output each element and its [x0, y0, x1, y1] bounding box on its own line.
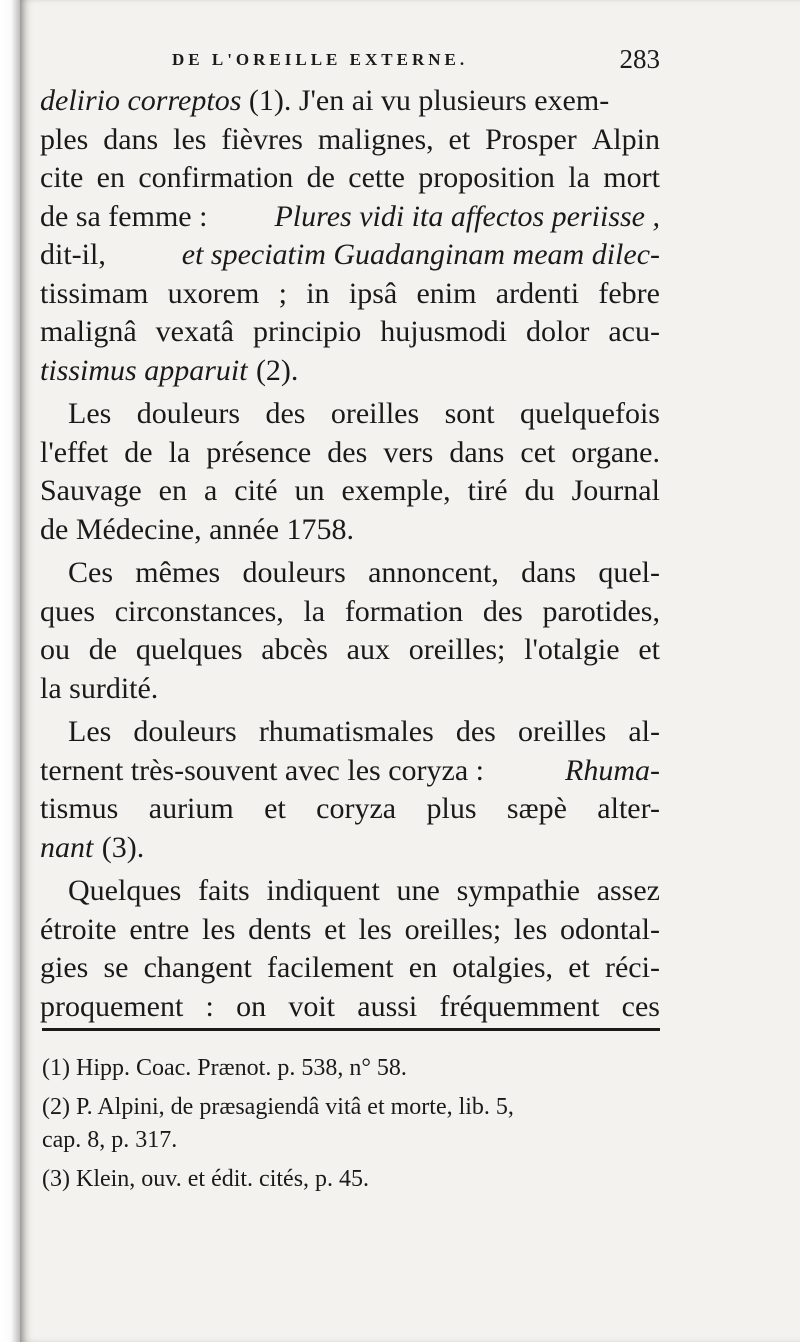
word: sympathie — [456, 874, 580, 907]
word: proquement — [40, 989, 184, 1023]
text-line — [40, 236, 660, 275]
word: proposition — [418, 161, 555, 194]
word: aux — [346, 633, 390, 666]
text-line — [40, 949, 660, 988]
word: et — [448, 122, 471, 156]
word: in — [306, 276, 330, 310]
text-run: (2). — [255, 353, 299, 387]
word: : — [205, 989, 214, 1023]
text-line — [40, 82, 660, 121]
text-line — [40, 352, 660, 391]
word: febre — [598, 276, 660, 310]
word: circonstances, — [114, 594, 284, 628]
word: vexatâ — [155, 315, 234, 348]
text-run: dit-il, — [40, 238, 106, 271]
word: dans — [449, 435, 505, 469]
word: de — [306, 161, 335, 194]
text-line — [40, 752, 660, 791]
word: oreilles; — [408, 633, 506, 666]
word: indiquent — [266, 874, 380, 907]
page-number: 283 — [619, 44, 660, 74]
word: et — [568, 951, 590, 984]
text-line — [40, 313, 660, 352]
word: et — [264, 792, 286, 825]
text-line — [40, 829, 660, 868]
word: quelquefois — [520, 397, 660, 430]
word: des — [265, 397, 306, 430]
word: de — [124, 435, 153, 469]
word: parotides, — [542, 594, 660, 628]
word: cite — [40, 161, 84, 194]
word: les — [513, 912, 548, 946]
word: Prosper — [485, 122, 577, 156]
word: malignâ — [40, 315, 137, 348]
running-head-title: DE L'OREILLE EXTERNE. — [172, 50, 469, 69]
word: voit — [288, 989, 336, 1023]
word: une — [396, 874, 440, 907]
footnote: (1) Hipp. Coac. Prænot. p. 538, n° 58. — [42, 1055, 407, 1081]
word: tissimam — [40, 276, 149, 310]
body-text — [40, 82, 660, 1026]
word: exemple, — [341, 474, 451, 507]
word: tiré — [467, 474, 508, 507]
word: changent — [143, 951, 252, 984]
text-line — [40, 198, 660, 237]
text-run: nant — [40, 830, 94, 864]
word: principio — [252, 315, 362, 348]
text-run: (1). J'en ai vu plusieurs exem- — [248, 84, 610, 117]
word: alter- — [597, 792, 660, 825]
word: la — [568, 161, 590, 194]
word: mort — [603, 161, 660, 194]
word: réci- — [604, 951, 660, 984]
text-run: ternent très-souvent avec les coryza : — [40, 753, 484, 787]
word: mêmes — [135, 556, 221, 589]
word: plus — [426, 792, 477, 825]
word: ; — [278, 276, 287, 310]
word: confirmation — [138, 161, 294, 194]
word: facilement — [267, 951, 394, 984]
text-line — [40, 395, 660, 434]
text-run: de sa femme : — [40, 199, 208, 233]
word: aussi — [357, 989, 418, 1023]
word: ques — [40, 594, 95, 628]
word: odontal- — [559, 912, 660, 946]
word: et — [324, 912, 346, 946]
word: l'otalgie — [524, 633, 620, 666]
text-line — [40, 593, 660, 632]
text-line — [40, 631, 660, 670]
word: présence — [206, 435, 312, 469]
word: gies — [40, 951, 89, 984]
word: étroite — [40, 912, 117, 946]
footnote: (3) Klein, ouv. et édit. cités, p. 45. — [42, 1166, 370, 1192]
word: la — [168, 435, 191, 469]
text-line — [40, 159, 660, 198]
word: formation — [344, 594, 464, 628]
word: dents — [248, 912, 312, 946]
word: faits — [198, 874, 250, 907]
text-line — [40, 988, 660, 1027]
text-run: de Médecine, année 1758. — [40, 512, 355, 546]
word: ou — [40, 633, 70, 666]
word: cité — [234, 474, 278, 507]
text-run: Plures vidi ita affectos periisse , — [274, 199, 660, 233]
word: des — [455, 715, 496, 748]
word: al- — [628, 715, 660, 748]
word: oreilles — [330, 397, 420, 430]
word: a — [203, 474, 218, 507]
text-run: la surdité. — [40, 671, 159, 705]
word: Journal — [571, 474, 660, 507]
word: Les — [68, 715, 112, 748]
word: oreilles — [517, 715, 607, 748]
word: ples — [40, 122, 89, 156]
word: malignes, — [317, 122, 434, 156]
word: douleurs — [242, 556, 346, 589]
text-line — [40, 872, 660, 911]
text-run: (3). — [101, 830, 145, 864]
word: on — [236, 989, 267, 1023]
word: assez — [596, 874, 660, 907]
word: Quelques — [68, 874, 182, 907]
word: ardenti — [495, 276, 580, 310]
word: abcès — [261, 633, 328, 666]
word: entre — [129, 912, 190, 946]
word: douleurs — [133, 715, 237, 748]
word: rhumatismales — [258, 715, 434, 748]
footnote: (2) P. Alpini, de præsagiendâ vitâ et morte, lib. 5, — [42, 1094, 514, 1120]
word: des — [482, 594, 523, 628]
word: fréquemment — [439, 989, 600, 1023]
word: en — [158, 474, 187, 507]
word: du — [524, 474, 555, 507]
text-run: delirio correptos — [40, 84, 242, 117]
word: la — [303, 594, 326, 628]
word: hujusmodi — [380, 315, 507, 348]
word: Sauvage — [40, 474, 142, 507]
footnotes — [42, 1052, 672, 1196]
word: sæpè — [506, 792, 567, 825]
word: vers — [383, 435, 434, 469]
page-left-edge — [0, 0, 20, 1342]
word: des — [327, 435, 368, 469]
word: en — [408, 951, 438, 984]
text-line — [40, 911, 660, 950]
text-run: Rhuma- — [565, 753, 660, 787]
text-run: tissimus apparuit — [40, 353, 248, 387]
word: organe. — [571, 435, 660, 469]
text-line — [40, 790, 660, 829]
text-line — [40, 121, 660, 160]
word: ipsâ — [348, 276, 398, 310]
word: otalgies, — [452, 951, 554, 984]
word: de — [88, 633, 118, 666]
word: en — [96, 161, 125, 194]
word: les — [358, 912, 392, 946]
text-line — [40, 713, 660, 752]
word: uxorem — [167, 276, 260, 310]
word: sont — [444, 397, 495, 430]
footnote-rule — [42, 1028, 660, 1031]
word: oreilles; — [404, 912, 502, 946]
word: quel- — [598, 556, 660, 589]
word: aurium — [148, 792, 234, 825]
word: cette — [348, 161, 405, 194]
word: ces — [621, 989, 660, 1023]
word: acu- — [608, 315, 660, 348]
word: dans — [521, 556, 577, 589]
word: tismus — [40, 792, 119, 825]
word: cet — [520, 435, 556, 469]
word: se — [103, 951, 129, 984]
word: les — [173, 122, 207, 156]
word: les — [202, 912, 236, 946]
text-run: et speciatim Guadanginam meam dilec- — [181, 238, 660, 271]
text-line — [40, 554, 660, 593]
text-line — [40, 670, 660, 709]
word: un — [294, 474, 325, 507]
word: coryza — [316, 792, 397, 825]
word: l'effet — [40, 435, 109, 469]
word: dans — [103, 122, 159, 156]
word: Alpin — [591, 122, 660, 156]
text-line — [40, 511, 660, 550]
text-line — [40, 275, 660, 314]
word: enim — [416, 276, 477, 310]
text-line — [40, 434, 660, 473]
text-line — [40, 472, 660, 511]
word: fièvres — [221, 122, 303, 156]
word: douleurs — [136, 397, 241, 430]
word: quelques — [135, 633, 243, 666]
running-head — [150, 44, 660, 84]
word: Les — [68, 397, 112, 430]
word: annoncent, — [368, 556, 499, 589]
word: et — [638, 633, 660, 666]
word: dolor — [525, 315, 590, 348]
footnote-continuation: cap. 8, p. 317. — [42, 1127, 178, 1153]
word: Ces — [68, 556, 113, 589]
